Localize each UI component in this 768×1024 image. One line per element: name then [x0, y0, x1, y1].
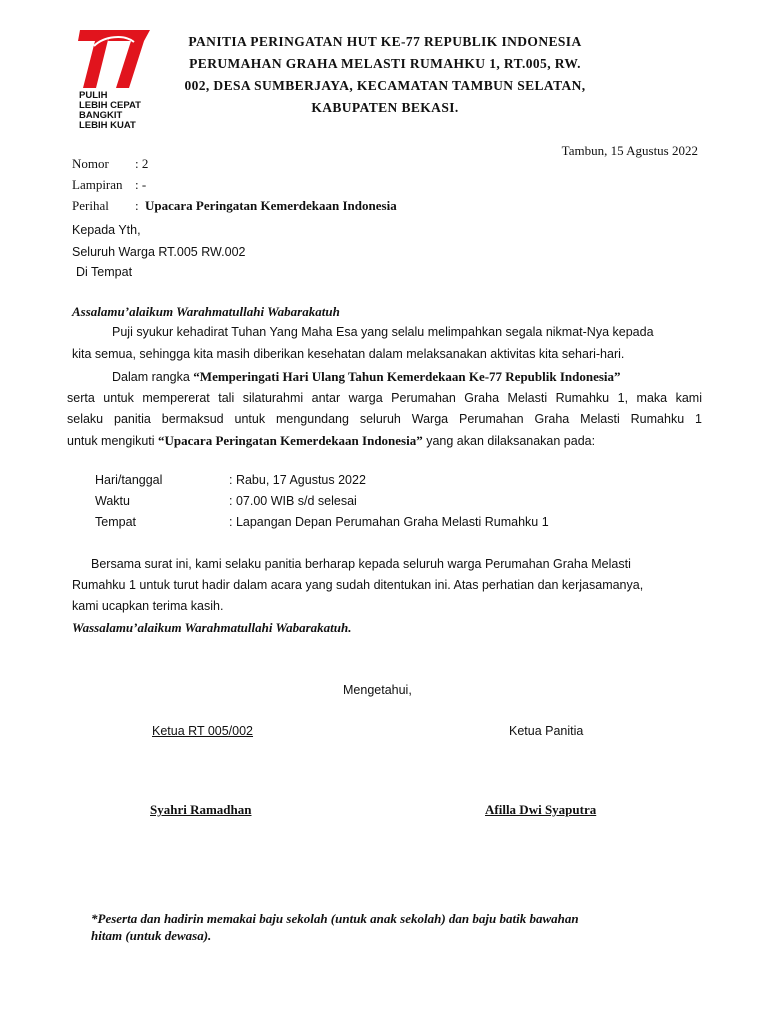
event-value-place: : Lapangan Depan Perumahan Graha Melasti Rumahku 1: [229, 515, 549, 529]
para2-line-3: selaku panitia bermaksud untuk mengundang seluruh Warga Perumahan Graha Melasti Rumahku 1: [67, 412, 702, 426]
note-line-1: *Peserta dan hadirin memakai baju sekolah (untuk anak sekolah) dan baju batik bawahan: [91, 911, 579, 926]
para2-prefix: Dalam rangka: [112, 370, 194, 384]
closing: Wassalamu’alaikum Warahmatullahi Wabarakatuh.: [72, 620, 352, 635]
para3-line-3: kami ucapkan terima kasih.: [72, 599, 224, 613]
logo-line-1: PULIH: [79, 90, 108, 101]
logo-tagline: [79, 91, 141, 131]
left-sign-title: Ketua RT 005/002: [152, 724, 254, 738]
event-label-date: Hari/tanggal: [95, 473, 163, 487]
nomor-value: : 2: [135, 156, 149, 171]
event-label-time: Waktu: [95, 494, 130, 508]
mengetahui: Mengetahui,: [343, 683, 412, 697]
para2-line4-prefix: untuk mengikuti: [67, 434, 159, 448]
para2-line-4: [67, 433, 595, 449]
para2-line4-suffix: yang akan dilaksanakan pada:: [422, 434, 596, 448]
para3-line-2: Rumahku 1 untuk turut hadir dalam acara yang sudah ditentukan ini. Atas perhatian dan kerjasamanya,: [72, 578, 644, 592]
right-sign-title: Ketua Panitia: [509, 724, 584, 738]
event-value-time: : 07.00 WIB s/d selesai: [229, 494, 357, 508]
logo-line-2: LEBIH CEPAT: [79, 100, 141, 111]
header-line-2: PERUMAHAN GRAHA MELASTI RUMAHKU 1, RT.005, RW.: [189, 56, 581, 71]
para2-line-2: serta untuk mempererat tali silaturahmi antar warga Perumahan Graha Melasti Rumahku 1, maka kami: [67, 391, 702, 405]
nomor-label: Nomor: [72, 156, 109, 171]
right-sign-name: Afilla Dwi Syaputra: [485, 802, 597, 817]
recipient-line-1: Kepada Yth,: [72, 223, 141, 237]
event-value-date: : Rabu, 17 Agustus 2022: [229, 473, 366, 487]
para1-line-1: Puji syukur kehadirat Tuhan Yang Maha Esa yang selalu melimpahkan segala nikmat-Nya kepada: [112, 325, 654, 339]
lampiran-value: : -: [135, 177, 147, 192]
lampiran-label: Lampiran: [72, 177, 123, 192]
greeting: Assalamu’alaikum Warahmatullahi Wabarakatuh: [72, 304, 340, 319]
logo-line-4: LEBIH KUAT: [79, 120, 136, 131]
perihal-label: Perihal: [72, 198, 109, 213]
para1-line-2: kita semua, sehingga kita masih diberikan kesehatan dalam melaksanakan aktivitas kita sehari-hari.: [72, 347, 625, 361]
header-line-1: PANITIA PERINGATAN HUT KE-77 REPUBLIK INDONESIA: [188, 34, 582, 49]
para2-line4-bold: “Upacara Peringatan Kemerdekaan Indonesia”: [158, 433, 423, 448]
event-label-place: Tempat: [95, 515, 136, 529]
perihal-colon: :: [135, 198, 139, 213]
recipient-line-2: Seluruh Warga RT.005 RW.002: [72, 245, 246, 259]
para2-line-1: [112, 369, 621, 385]
logo-line-3: BANGKIT: [79, 110, 123, 121]
header-line-4: KABUPATEN BEKASI.: [311, 100, 459, 115]
para2-bold: “Memperingati Hari Ulang Tahun Kemerdekaan Ke-77 Republik Indonesia”: [193, 369, 621, 384]
left-sign-name: Syahri Ramadhan: [150, 802, 252, 817]
perihal-value: Upacara Peringatan Kemerdekaan Indonesia: [145, 198, 397, 213]
recipient-line-3: Di Tempat: [76, 265, 133, 279]
para3-line-1: Bersama surat ini, kami selaku panitia berharap kepada seluruh warga Perumahan Graha Melasti: [91, 557, 631, 571]
note-line-2: hitam (untuk dewasa).: [91, 928, 212, 943]
header-line-3: 002, DESA SUMBERJAYA, KECAMATAN TAMBUN SELATAN,: [184, 78, 586, 93]
letter-date: Tambun, 15 Agustus 2022: [561, 143, 698, 158]
